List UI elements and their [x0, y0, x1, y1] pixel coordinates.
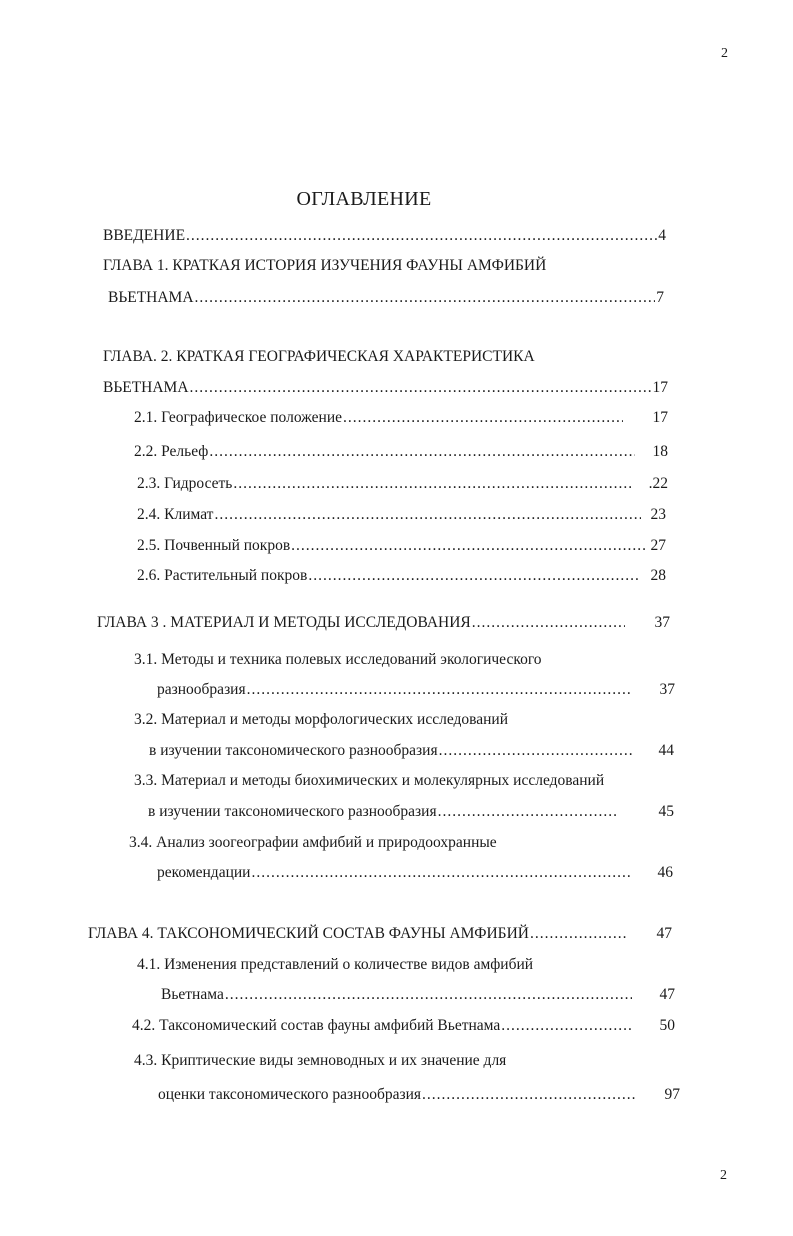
dot-leader	[251, 863, 629, 883]
toc-page: 44	[658, 742, 674, 759]
toc-label: 2.6. Растительный покров	[137, 567, 308, 584]
dot-leader	[190, 378, 652, 398]
toc-entry-chapter-2[interactable]	[103, 378, 668, 398]
dot-leader	[530, 924, 627, 944]
toc-page: 97	[664, 1086, 680, 1103]
toc-label: в изучении таксономического разнообразия	[149, 742, 438, 759]
toc-section-4-1-title[interactable]: 4.1. Изменения представлений о количестве видов амфибий	[137, 956, 534, 973]
toc-entry-chapter-4[interactable]	[88, 924, 672, 944]
toc-label: Вьетнама	[161, 986, 224, 1003]
toc-entry-3-4[interactable]	[157, 863, 673, 883]
toc-page: .22	[648, 475, 668, 492]
toc-page: 46	[657, 864, 673, 881]
toc-label: в изучении таксономического разнообразия	[148, 803, 437, 820]
dot-leader	[247, 680, 630, 700]
dot-leader	[343, 408, 622, 428]
toc-page: 18	[652, 443, 668, 460]
toc-page: 50	[659, 1017, 675, 1034]
toc-entry-4-3[interactable]	[158, 1085, 680, 1105]
dot-leader	[186, 226, 657, 246]
dot-leader	[439, 741, 633, 761]
dot-leader	[214, 505, 640, 525]
toc-entry-2-6[interactable]	[137, 566, 666, 586]
toc-entry-3-2[interactable]	[149, 741, 674, 761]
toc-section-3-4-title[interactable]: 3.4. Анализ зоогеографии амфибий и природоохранные	[129, 834, 497, 851]
toc-label: ВВЕДЕНИЕ	[103, 227, 186, 244]
toc-label: ГЛАВА 3 . МАТЕРИАЛ И МЕТОДЫ ИССЛЕДОВАНИЯ	[97, 614, 471, 631]
page-number-bottom: 2	[720, 1168, 727, 1183]
dot-leader	[209, 442, 634, 462]
toc-section-3-2-title[interactable]: 3.2. Материал и методы морфологических исследований	[134, 711, 509, 728]
dot-leader	[472, 613, 625, 633]
page-title: ОГЛАВЛЕНИЕ	[296, 188, 432, 210]
toc-page: 23	[650, 506, 666, 523]
toc-label: 4.2. Таксономический состав фауны амфибий Вьетнама	[132, 1017, 501, 1034]
toc-section-3-3-title[interactable]: 3.3. Материал и методы биохимических и молекулярных исследований	[134, 772, 605, 789]
toc-label: 2.1. Географическое положение	[134, 409, 343, 426]
toc-entry-3-3[interactable]	[148, 802, 674, 822]
toc-entry-2-2[interactable]	[134, 442, 668, 462]
toc-entry-3-1[interactable]	[157, 680, 675, 700]
dot-leader	[438, 802, 617, 822]
toc-entry-2-3[interactable]	[137, 474, 668, 494]
toc-page: 47	[659, 986, 675, 1003]
toc-entry-4-2[interactable]	[132, 1016, 675, 1036]
toc-label: разнообразия	[157, 681, 246, 698]
dot-leader	[308, 566, 638, 586]
toc-section-3-1-title[interactable]: 3.1. Методы и техника полевых исследований экологического	[134, 651, 542, 668]
toc-entry-chapter-3[interactable]	[97, 613, 670, 633]
toc-label: 2.4. Климат	[137, 506, 214, 523]
toc-section-4-3-title[interactable]: 4.3. Криптические виды земноводных и их значение для	[134, 1052, 507, 1069]
toc-label: рекомендации	[157, 864, 251, 881]
toc-entry-2-4[interactable]	[137, 505, 666, 525]
toc-page: 45	[658, 803, 674, 820]
toc-label: ВЬЕТНАМА	[108, 289, 194, 306]
dot-leader	[291, 536, 644, 556]
toc-page: 37	[654, 614, 670, 631]
toc-label: 2.5. Почвенный покров	[137, 537, 291, 554]
toc-label: ВЬЕТНАМА	[103, 379, 189, 396]
toc-chapter-1-title[interactable]: ГЛАВА 1. КРАТКАЯ ИСТОРИЯ ИЗУЧЕНИЯ ФАУНЫ АМФИБИЙ	[103, 257, 547, 274]
toc-entry-2-1[interactable]	[134, 408, 668, 428]
dot-leader	[225, 985, 632, 1005]
toc-page: 47	[656, 925, 672, 942]
dot-leader	[501, 1016, 631, 1036]
toc-page: 28	[650, 567, 666, 584]
toc-page: 17	[652, 379, 668, 396]
toc-page: 37	[659, 681, 675, 698]
toc-chapter-2-title[interactable]: ГЛАВА. 2. КРАТКАЯ ГЕОГРАФИЧЕСКАЯ ХАРАКТЕРИСТИКА	[103, 348, 535, 365]
page-number-top: 2	[721, 46, 728, 61]
toc-label: оценки таксономического разнообразия	[158, 1086, 422, 1103]
toc-page: 17	[652, 409, 668, 426]
toc-label: 2.3. Гидросеть	[137, 475, 233, 492]
dot-leader	[422, 1085, 636, 1105]
toc-entry-2-5[interactable]	[137, 536, 666, 556]
toc-page: 4	[658, 227, 666, 244]
toc-label: 2.2. Рельеф	[134, 443, 209, 460]
dot-leader	[195, 288, 656, 308]
toc-entry-intro[interactable]	[103, 226, 666, 246]
dot-leader	[233, 474, 630, 494]
toc-page: 7	[656, 289, 664, 306]
toc-label: ГЛАВА 4. ТАКСОНОМИЧЕСКИЙ СОСТАВ ФАУНЫ АМФИБИЙ	[88, 925, 529, 942]
toc-entry-4-1[interactable]	[161, 985, 675, 1005]
toc-page: 27	[650, 537, 666, 554]
toc-entry-chapter-1[interactable]	[108, 288, 664, 308]
